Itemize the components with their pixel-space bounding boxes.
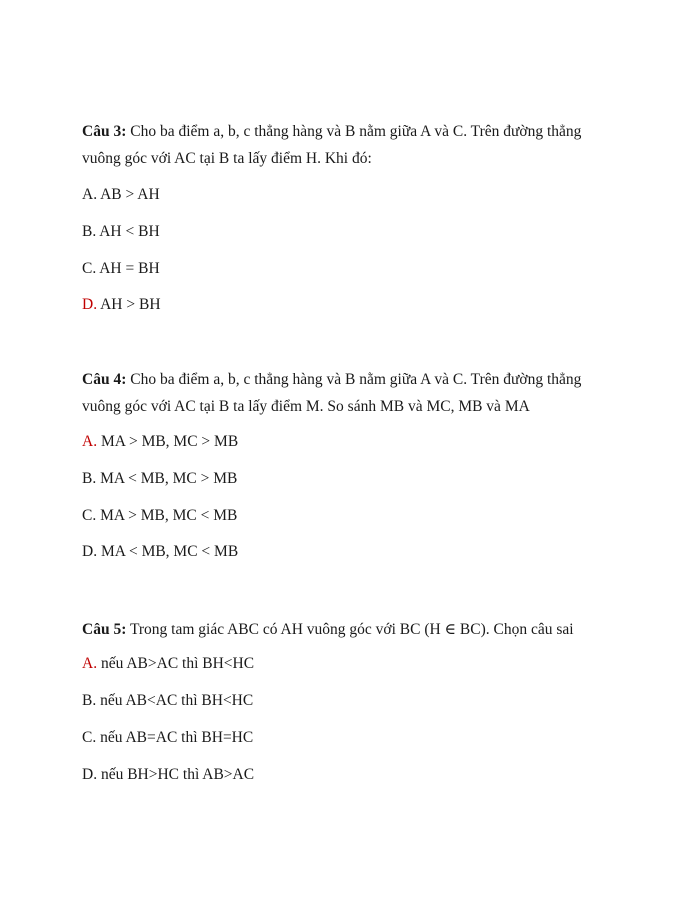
- option-text: nếu AB=AC thì BH=HC: [96, 729, 254, 746]
- question-5-label: Câu 5:: [82, 621, 127, 638]
- question-3-option-d: [82, 295, 161, 315]
- option-letter: D.: [82, 296, 98, 313]
- question-4-text: Cho ba điểm a, b, c thẳng hàng và B nằm giữa A và C. Trên đường thẳng vuông góc với AC tại B ta lấy điểm M. So sánh MB và MC, MB và MA: [82, 371, 582, 415]
- question-4-option-c: [82, 506, 237, 526]
- option-letter: B.: [82, 692, 97, 709]
- option-text: AH > BH: [97, 296, 161, 313]
- option-text: AH = BH: [96, 260, 160, 277]
- question-4-option-d: [82, 542, 238, 562]
- option-letter: D.: [82, 543, 98, 560]
- question-4-option-b: [82, 469, 237, 489]
- option-letter: B.: [82, 223, 97, 240]
- option-text: nếu AB>AC thì BH<HC: [97, 655, 255, 672]
- question-3: [82, 118, 622, 313]
- question-5-option-d: [82, 765, 254, 785]
- question-3-text: Cho ba điểm a, b, c thẳng hàng và B nằm giữa A và C. Trên đường thẳng vuông góc với AC tại B ta lấy điểm H. Khi đó:: [82, 123, 582, 167]
- option-text: MA < MB, MC < MB: [97, 543, 239, 560]
- option-letter: A.: [82, 186, 98, 203]
- option-text: nếu BH>HC thì AB>AC: [97, 766, 255, 783]
- option-letter: D.: [82, 766, 98, 783]
- question-5-option-a: [82, 654, 254, 674]
- question-3-option-a: [82, 185, 160, 205]
- question-5: [82, 616, 622, 783]
- option-letter: B.: [82, 470, 97, 487]
- option-text: MA < MB, MC > MB: [96, 470, 238, 487]
- option-letter: A.: [82, 655, 98, 672]
- question-5-option-b: [82, 691, 253, 711]
- question-4-option-a: [82, 432, 238, 452]
- question-5-text: Trong tam giác ABC có AH vuông góc với BC (H ∈ BC). Chọn câu sai: [126, 621, 574, 638]
- question-3-option-b: [82, 222, 160, 242]
- question-3-label: Câu 3:: [82, 123, 127, 140]
- option-letter: C.: [82, 260, 97, 277]
- option-text: nếu AB<AC thì BH<HC: [96, 692, 254, 709]
- question-4: [82, 366, 622, 560]
- option-letter: C.: [82, 507, 97, 524]
- question-5-stem: [82, 616, 622, 643]
- question-4-label: Câu 4:: [82, 371, 127, 388]
- question-5-option-c: [82, 728, 253, 748]
- question-3-option-c: [82, 259, 160, 279]
- option-text: MA > MB, MC > MB: [97, 433, 239, 450]
- option-letter: A.: [82, 433, 98, 450]
- option-letter: C.: [82, 729, 97, 746]
- option-text: AH < BH: [96, 223, 160, 240]
- option-text: MA > MB, MC < MB: [96, 507, 238, 524]
- question-3-stem: [82, 118, 622, 172]
- question-4-stem: [82, 366, 622, 420]
- option-text: AB > AH: [97, 186, 160, 203]
